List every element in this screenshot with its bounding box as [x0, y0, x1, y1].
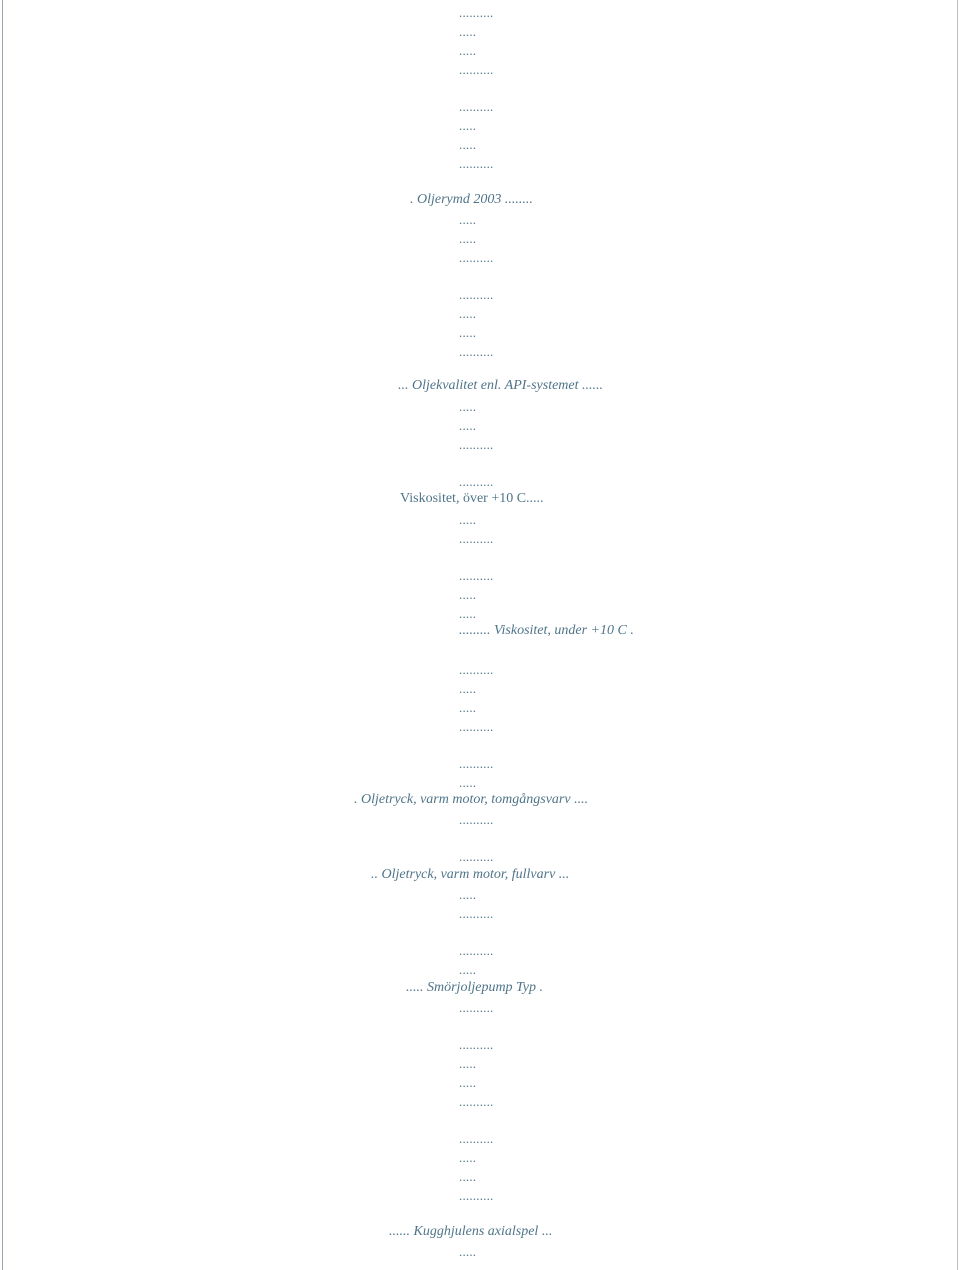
page-right-border	[957, 0, 958, 1270]
dot-leader: .....	[459, 681, 477, 696]
dot-leader: .....	[459, 1150, 477, 1165]
dot-leader: .....	[459, 887, 477, 902]
dot-leader: ..........	[459, 756, 494, 771]
dot-leader: .....	[459, 137, 477, 152]
dot-leader: .....	[459, 399, 477, 414]
dot-leader: ..........	[459, 1131, 494, 1146]
dot-leader: ..........	[459, 662, 494, 677]
dot-leader: ..........	[459, 906, 494, 921]
dot-leader: .....	[459, 775, 477, 790]
dot-leader: .....	[459, 24, 477, 39]
dot-leader: .....	[459, 1169, 477, 1184]
smorjoljepump-label: ..... Smörjoljepump Typ .	[406, 980, 544, 995]
dot-leader: ..........	[459, 1000, 494, 1015]
dot-leader: .....	[459, 587, 477, 602]
dot-leader: .....	[459, 700, 477, 715]
dot-leader: .....	[459, 118, 477, 133]
dot-leader: ..........	[459, 943, 494, 958]
dot-leader: ..........	[459, 5, 494, 20]
dot-leader: .....	[459, 418, 477, 433]
page-left-border	[2, 0, 3, 1270]
oljerymd-label: . Oljerymd 2003 ........	[410, 192, 533, 207]
dot-leader: .....	[459, 231, 477, 246]
oljekvalitet-label: ... Oljekvalitet enl. API-systemet ......	[398, 378, 604, 393]
dot-leader: ..........	[459, 62, 494, 77]
dot-leader: .....	[459, 43, 477, 58]
dot-leader: ..........	[459, 156, 494, 171]
kugghjulens-axialspel-label: ...... Kugghjulens axialspel ...	[389, 1224, 553, 1239]
dot-leader: ..........	[459, 437, 494, 452]
viskositet-under-label: ......... Viskositet, under +10 C .	[459, 623, 634, 638]
oljetryck-tomgang-label: . Oljetryck, varm motor, tomgångsvarv ....	[354, 792, 589, 807]
dot-leader: .....	[459, 306, 477, 321]
dot-leader: .....	[459, 962, 477, 977]
dot-leader: .....	[459, 1244, 477, 1259]
dot-leader: ..........	[459, 719, 494, 734]
dot-leader: ..........	[459, 849, 494, 864]
dot-leader: ..........	[459, 1188, 494, 1203]
dot-leader: ..........	[459, 287, 494, 302]
dot-leader: .....	[459, 512, 477, 527]
dot-leader: ..........	[459, 474, 494, 489]
oljetryck-fullvarv-label: .. Oljetryck, varm motor, fullvarv ...	[371, 867, 570, 882]
dot-leader: ..........	[459, 1094, 494, 1109]
dot-leader: .....	[459, 212, 477, 227]
dot-leader: ..........	[459, 344, 494, 359]
dot-leader: ..........	[459, 812, 494, 827]
dot-leader: ..........	[459, 1037, 494, 1052]
dot-leader: ..........	[459, 250, 494, 265]
dot-leader: .....	[459, 325, 477, 340]
dot-leader: ..........	[459, 568, 494, 583]
dot-leader: ..........	[459, 531, 494, 546]
dot-leader: ..........	[459, 99, 494, 114]
viskositet-over-label: Viskositet, över +10 C.....	[400, 491, 544, 506]
dot-leader: .....	[459, 606, 477, 621]
dot-leader: .....	[459, 1075, 477, 1090]
dot-leader: .....	[459, 1056, 477, 1071]
